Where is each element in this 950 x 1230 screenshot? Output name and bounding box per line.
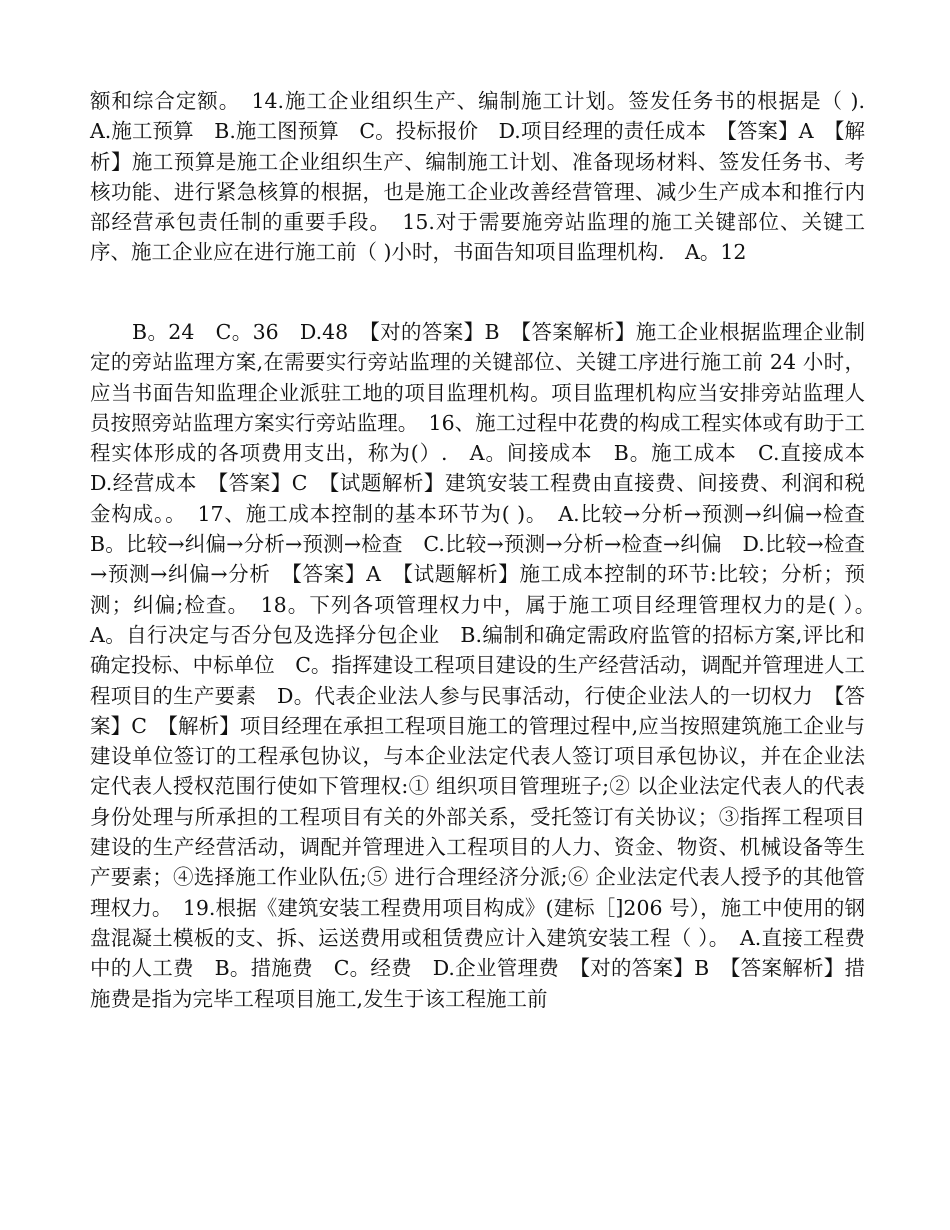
paragraph-questions-15-19: B。24 C。36 D.48 【对的答案】B 【答案解析】施工企业根据监理企业制定的旁站监理方案,在需要实行旁站监理的关键部位、关键工序进行施工前 24 小时，应当书面告知监理企业派驻工地的项目监理机构。项目监理机构应当安排旁站监理人员按照旁站监理方案实行旁站监理。 16、施工过程中花费的构成工程实体或有助于工程实体形成的各项费用支出，称为(）. A。间接成本 B。施工成本 C.直接成本 D.经营成本 【答案】C 【试题解析】建筑安装工程费由直接费、间接费、利润和税金构成。。 17、施工成本控制的基本环节为( )。 A.比较→分析→预测→纠偏→检查 B。比较→纠偏→分析→预测→检查 C.比较→预测→分析→检查→纠偏 D.比较→检查→预测→纠偏→分析 【答案】A 【试题解析】施工成本控制的环节:比较；分析；预测；纠偏;检查。 18。下列各项管理权力中，属于施工项目经理管理权力的是( ）。 A。自行决定与否分包及选择分包企业 B.编制和确定需政府监管的招标方案,评比和确定投标、中标单位 C。指挥建设工程项目建设的生产经营活动，调配并管理进人工程项目的生产要素 D。代表企业法人参与民事活动，行使企业法人的一切权力 【答案】C 【解析】项目经理在承担工程项目施工的管理过程中,应当按照建筑施工企业与建设单位签订的工程承包协议，与本企业法定代表人签订项目承包协议，并在企业法定代表人授权范围行使如下管理权:① 组织项目管理班子;② 以企业法定代表人的代表身份处理与所承担的工程项目有关的外部关系，受托签订有关协议；③指挥工程项目建设的生产经营活动，调配并管理进入工程项目的人力、资金、物资、机械设备等生产要素；④选择施工作业队伍;⑤ 进行合理经济分派;⑥ 企业法定代表人授予的其他管理权力。 19.根据《建筑安装工程费用项目构成》(建标［]206 号），施工中使用的钢盘混凝土模板的支、拆、运送费用或租赁费应计入建筑安装工程（ ）。 A.直接工程费中的人工费 B。措施费 C。经费 D.企业管理费 【对的答案】B 【答案解析】措施费是指为完毕工程项目施工,发生于该工程施工前 xyxy=(90,320,886,1011)
paragraph-questions-14-15: 额和综合定额。 14.施工企业组织生产、编制施工计划。签发任务书的根据是（ ). A.施工预算 B.施工图预算 C。投标报价 D.项目经理的责任成本 【答案】A 【解析】施工预算是施工企业组织生产、编制施工计划、准备现场材料、签发任务书、考核功能、进行紧急核算的根据，也是施工企业改善经营管理、减少生产成本和推行内部经营承包责任制的重要手段。 15.对于需要施旁站监理的施工关键部位、关键工序、施工企业应在进行施工前（ )小时，书面告知项目监理机构. A。12 xyxy=(90,89,886,265)
